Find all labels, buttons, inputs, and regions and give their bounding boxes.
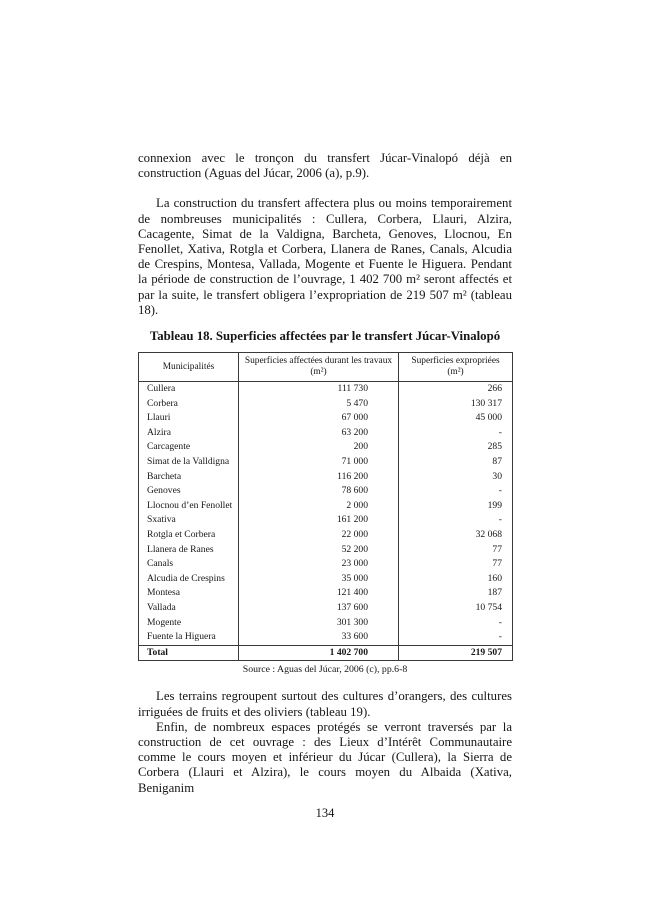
paragraph-espaces-proteges: Enfin, de nombreux espaces protégés se verront traversés par la construction de cet ouvrage : des Lieux d’Intérêt Communautaire comme le cours moyen et inférieur du Júcar (Cullera), la Sierra de Corbera (Llauri et Alzira), le cours moyen du Albaida (Xativa, Beniganim [138, 719, 512, 795]
superficie-expropriee-cell: - [399, 426, 513, 441]
superficie-expropriee-cell: 160 [399, 572, 513, 587]
superficie-expropriee-cell: - [399, 616, 513, 631]
superficie-travaux-cell: 301 300 [239, 616, 399, 631]
municipality-cell: Llauri [139, 411, 239, 426]
superficie-expropriee-cell: 77 [399, 557, 513, 572]
superficie-expropriee-cell: - [399, 630, 513, 645]
municipality-cell: Simat de la Valldigna [139, 455, 239, 470]
municipality-cell: Cullera [139, 382, 239, 397]
superficie-expropriee-cell: 187 [399, 586, 513, 601]
table-title: Tableau 18. Superficies affectées par le transfert Júcar-Vinalopó [149, 329, 501, 344]
table-total-row [139, 645, 513, 661]
municipality-cell: Rotgla et Corbera [139, 528, 239, 543]
table-row [139, 543, 513, 558]
superficie-travaux-cell: 52 200 [239, 543, 399, 558]
municipality-cell: Vallada [139, 601, 239, 616]
superficie-travaux-cell: 200 [239, 440, 399, 455]
table-row [139, 528, 513, 543]
municipality-cell: Fuente la Higuera [139, 630, 239, 645]
table-row [139, 470, 513, 485]
municipality-cell: Mogente [139, 616, 239, 631]
municipality-cell: Llanera de Ranes [139, 543, 239, 558]
page-content [138, 151, 512, 796]
total-label: Total [139, 645, 239, 661]
header-municipalites: Municipalités [139, 353, 239, 382]
total-superficie-travaux: 1 402 700 [239, 645, 399, 661]
municipality-cell: Canals [139, 557, 239, 572]
superficie-travaux-cell: 121 400 [239, 586, 399, 601]
superficie-travaux-cell: 5 470 [239, 397, 399, 412]
superficie-expropriee-cell: 130 317 [399, 397, 513, 412]
table-row [139, 382, 513, 397]
superficie-expropriee-cell: - [399, 484, 513, 499]
superficie-travaux-cell: 116 200 [239, 470, 399, 485]
superficie-travaux-cell: 67 000 [239, 411, 399, 426]
table-row [139, 513, 513, 528]
superficie-expropriee-cell: 45 000 [399, 411, 513, 426]
superficie-travaux-cell: 137 600 [239, 601, 399, 616]
paragraph-construction: La construction du transfert affectera plus ou moins temporairement de nombreuses municipalités : Cullera, Corbera, Llauri, Alzira, Cacagente, Simat de la Valdigna, Barcheta, Genoves, Llocnou, En Fenollet, Xativa, Rotgla et Corbera, Llanera de Ranes, Canals, Alcudia de Crespins, Montesa, Vallada, Mogente et Fuente le Higuera. Pendant la période de construction de l’ouvrage, 1 402 700 m² seront affectés et par la suite, le transfert obligera l’expropriation de 219 507 m² (tableau 18). [138, 196, 512, 317]
table-row [139, 630, 513, 645]
superficie-expropriee-cell: 77 [399, 543, 513, 558]
superficie-travaux-cell: 2 000 [239, 499, 399, 514]
superficie-travaux-cell: 33 600 [239, 630, 399, 645]
municipality-cell: Carcagente [139, 440, 239, 455]
superficie-expropriee-cell: 285 [399, 440, 513, 455]
superficie-travaux-cell: 78 600 [239, 484, 399, 499]
municipality-cell: Corbera [139, 397, 239, 412]
superficie-expropriee-cell: 87 [399, 455, 513, 470]
superficie-expropriee-cell: 199 [399, 499, 513, 514]
superficie-travaux-cell: 161 200 [239, 513, 399, 528]
table-row [139, 440, 513, 455]
superficie-travaux-cell: 71 000 [239, 455, 399, 470]
header-superficies-travaux: Superficies affectées durant les travaux (m²) [239, 353, 399, 382]
superficie-travaux-cell: 111 730 [239, 382, 399, 397]
table-row [139, 572, 513, 587]
superficie-travaux-cell: 22 000 [239, 528, 399, 543]
superficie-travaux-cell: 63 200 [239, 426, 399, 441]
header-superficies-expropriees: Superficies expropriées (m²) [399, 353, 513, 382]
municipality-cell: Barcheta [139, 470, 239, 485]
table-row [139, 426, 513, 441]
superficie-expropriee-cell: 266 [399, 382, 513, 397]
table-body [139, 382, 513, 646]
municipalities-table [138, 352, 513, 661]
table-row [139, 586, 513, 601]
municipality-cell: Alcudia de Crespins [139, 572, 239, 587]
page-number: 134 [315, 806, 335, 820]
municipality-cell: Llocnou d’en Fenollet [139, 499, 239, 514]
superficie-travaux-cell: 35 000 [239, 572, 399, 587]
municipality-cell: Alzira [139, 426, 239, 441]
table-header-row [139, 353, 513, 382]
table-source: Source : Aguas del Júcar, 2006 (c), pp.6-8 [242, 664, 408, 676]
superficie-expropriee-cell: 32 068 [399, 528, 513, 543]
superficie-expropriee-cell: - [399, 513, 513, 528]
superficie-travaux-cell: 23 000 [239, 557, 399, 572]
table-row [139, 499, 513, 514]
total-superficie-expropriee: 219 507 [399, 645, 513, 661]
paragraph-intro: connexion avec le tronçon du transfert Júcar-Vinalopó déjà en construction (Aguas del Júcar, 2006 (a), p.9). [138, 151, 512, 181]
superficie-expropriee-cell: 30 [399, 470, 513, 485]
table-row [139, 455, 513, 470]
table-row [139, 397, 513, 412]
municipality-cell: Genoves [139, 484, 239, 499]
municipality-cell: Montesa [139, 586, 239, 601]
paragraph-terrains: Les terrains regroupent surtout des cultures d’orangers, des cultures irriguées de fruits et des oliviers (tableau 19). [138, 689, 512, 719]
table-row [139, 601, 513, 616]
superficie-expropriee-cell: 10 754 [399, 601, 513, 616]
table-row [139, 484, 513, 499]
municipality-cell: Sxativa [139, 513, 239, 528]
table-container [138, 352, 512, 661]
table-row [139, 411, 513, 426]
table-row [139, 557, 513, 572]
table-row [139, 616, 513, 631]
